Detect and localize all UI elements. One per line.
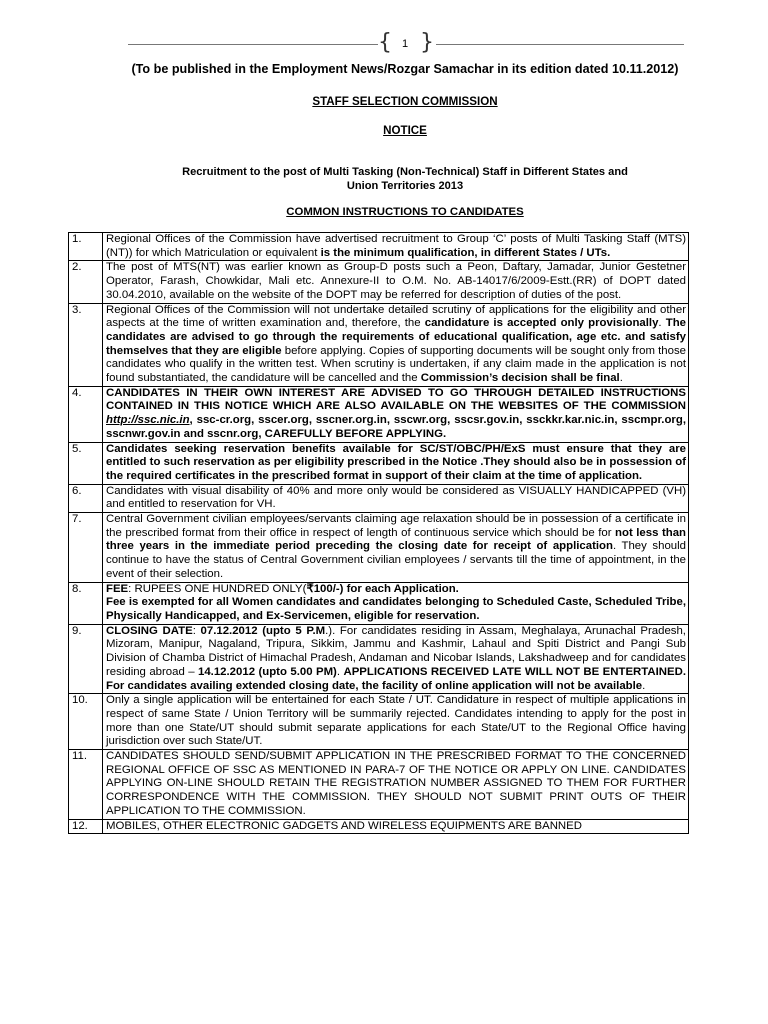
- item-text-plain: The post of MTS(NT) was earlier known as Group-D posts such a Peon, Daftary, Jamadar, Junior Gestetner Operator, Farash, Chowkidar, Mali etc. Annexure-II to O.M. No. AB-14017/6/2009-Estt.(RR) of DOPT dated 30.04.2010, available on the website of the DOPT may be referred for description of duties of the post.: [106, 261, 686, 301]
- table-row: [69, 624, 689, 694]
- table-row: [69, 386, 689, 442]
- table-row: [69, 582, 689, 624]
- item-text-bold: is the minimum qualification, in different States / UTs.: [320, 246, 611, 259]
- item-text-bold: Candidates seeking reservation benefits available for SC/ST/OBC/PH/ExS must ensure that they are entitled to such reservation as per eligibility prescribed in the Notice .They should also be in possession of the required certificates in the prescribed format in support of their claim at the time of application.: [106, 442, 686, 482]
- item-text-bold: APPLICATIONS RECEIVED LATE WILL NOT BE ENTERTAINED. For candidates availing extended closing date, the facility of online application will not be available: [106, 665, 686, 692]
- subject-line-1: Recruitment to the post of Multi Tasking (Non-Technical) Staff in Different States and: [182, 166, 628, 178]
- item-number: 2.: [69, 261, 103, 303]
- item-text-plain: Candidates with visual disability of 40% and more only would be considered as VISUALLY HANDICAPPED (VH) and entitled to reservation for VH.: [106, 484, 686, 511]
- notice-title: NOTICE: [383, 124, 427, 137]
- item-text: [103, 261, 689, 303]
- header-rule-right: [436, 44, 684, 45]
- item-text-bold: Commission’s decision shall be final: [420, 372, 620, 385]
- item-text-bold: 14.12.2012 (upto 5.00 PM): [198, 665, 337, 678]
- item-text-plain: CANDIDATES SHOULD SEND/SUBMIT APPLICATION IN THE PRESCRIBED FORMAT TO THE CONCERNED REGIONAL OFFICE OF SSC AS MENTIONED IN PARA-7 OF THE NOTICE OR APPLY ON LINE. CANDIDATES APPLYING ON-LINE SHOULD RETAIN THE REGISTRATION NUMBER ASSIGNED TO THEM FOR FURTHER CORRESPONDENCE WITH THE COMMISSION. THEY SHOULD NOT SUBMIT PRINT OUTS OF THEIR APPLICATION TO THE COMMISSION.: [106, 750, 686, 817]
- header-rule-left: [128, 44, 378, 45]
- item-text: [103, 750, 689, 820]
- item-text-plain: Only a single application will be entertained for each State / UT. Candidature in respect of multiple applications in respect of same State / Union Territory will be summarily rejected. Candidates intending to apply for the post in more than one State/UT should submit separate applications for each State/UT to the Regional Office having jurisdiction over such State/UT.: [106, 694, 686, 748]
- item-text-bold: 07.12.2012 (upto 5 P.M: [200, 624, 326, 637]
- table-row: [69, 819, 689, 834]
- item-number: 5.: [69, 442, 103, 484]
- item-text-plain: . They should continue to have the status of Central Government civilian employees / servants till the time of appointment, in the event of their selection.: [106, 540, 686, 580]
- item-text: [103, 442, 689, 484]
- item-text: [103, 513, 689, 583]
- table-row: [69, 442, 689, 484]
- item-text: [103, 694, 689, 750]
- table-row: [69, 694, 689, 750]
- table-row: [69, 233, 689, 261]
- table-row: [69, 303, 689, 386]
- item-number: 11.: [69, 750, 103, 820]
- item-text-plain: before applying. Copies of supporting documents will be sought only from those candidates who qualify in the written test. When scrutiny is undertaken, if any claim made in the application is not found substantiated, the candidature will be cancelled and the: [106, 344, 687, 385]
- section-heading: COMMON INSTRUCTIONS TO CANDIDATES: [286, 206, 524, 218]
- item-text-bold: , ssc-cr.org, sscer.org, sscner.org.in, sscwr.org, sscsr.gov.in, ssckkr.kar.nic.in, sscmpr.org, sscnwr.gov.in and sscnr.org, CAREFULLY BEFORE APPLYING.: [106, 414, 686, 440]
- item-text: [103, 484, 689, 512]
- item-text-bold: not less than three years in the immediate period preceding the closing date for receipt of application: [106, 526, 686, 553]
- item-number: 6.: [69, 484, 103, 512]
- item-text-plain: : RUPEES ONE HUNDRED ONLY(: [128, 582, 307, 595]
- item-text-plain: Regional Offices of the Commission will not undertake detailed scrutiny of applications for the eligibility and other aspects at the time of written examination and, therefore, the: [106, 303, 686, 330]
- item-number: 8.: [69, 582, 103, 624]
- item-text-bold: FEE: [106, 582, 129, 595]
- table-row: [69, 484, 689, 512]
- item-number: 4.: [69, 386, 103, 442]
- instructions-table: [68, 232, 689, 834]
- item-text-bold: The candidates are advised to go through the requirements of educational qualification, age etc. and satisfy themselves that they are eligible: [106, 317, 686, 357]
- item-text: [103, 303, 689, 386]
- item-text-plain: :: [192, 624, 201, 637]
- left-brace-icon: {: [378, 30, 392, 55]
- item-text-bold: CANDIDATES IN THEIR OWN INTEREST ARE ADVISED TO GO THROUGH DETAILED INSTRUCTIONS CONTAINED IN THIS NOTICE WHICH ARE ALSO AVAILABLE ON THE WEBSITES OF THE COMMISSION: [106, 386, 686, 413]
- item-text-bold: CLOSING DATE: [106, 624, 193, 637]
- item-text: [103, 582, 689, 624]
- subject-line-2: Union Territories 2013: [346, 180, 464, 192]
- page-number: 1: [401, 38, 409, 50]
- right-brace-icon: }: [420, 30, 434, 55]
- item-number: 7.: [69, 513, 103, 583]
- item-text-plain: .: [619, 372, 623, 385]
- item-text-plain: .: [642, 679, 646, 692]
- page-header: [128, 32, 684, 58]
- table-row: [69, 261, 689, 303]
- item-text: [103, 624, 689, 694]
- item-text: [103, 233, 689, 261]
- organization-title: STAFF SELECTION COMMISSION: [312, 95, 498, 108]
- table-row: [69, 750, 689, 820]
- item-text: [103, 386, 689, 442]
- item-number: 1.: [69, 233, 103, 261]
- rupee-icon: ₹: [306, 582, 314, 595]
- item-text-bold: 100/-) for each Application.: [313, 582, 459, 595]
- item-text-plain: .: [336, 665, 344, 678]
- ssc-website-link[interactable]: http://ssc.nic.in: [106, 414, 190, 427]
- item-text: [103, 819, 689, 834]
- subject: [60, 165, 750, 193]
- item-text-plain: Regional Offices of the Commission have advertised recruitment to Group ‘C’ posts of Multi Tasking Staff (MTS) (NT)) for which Matriculation or equivalent: [106, 233, 686, 259]
- item-number: 9.: [69, 624, 103, 694]
- item-number: 10.: [69, 694, 103, 750]
- table-row: [69, 513, 689, 583]
- publication-note: (To be published in the Employment News/Rozgar Samachar in its edition dated 10.11.2012): [131, 62, 679, 76]
- item-text-bold: candidature is accepted only provisionally: [424, 317, 659, 330]
- item-text-plain: .). For candidates residing in Assam, Meghalaya, Arunachal Pradesh, Mizoram, Manipur, Nagaland, Tripura, Sikkim, Jammu and Kashmir, Lahaul and Spiti District and Pangi Sub Division of Chamba District of Himachal Pradesh, Andaman and Nicobar Islands, Lakshadweep and for candidates residing abroad –: [106, 624, 686, 678]
- item-text-plain: .: [658, 317, 666, 330]
- item-number: 12.: [69, 819, 103, 834]
- item-text-plain: MOBILES, OTHER ELECTRONIC GADGETS AND WIRELESS EQUIPMENTS ARE BANNED: [106, 819, 582, 832]
- item-text-bold: Fee is exempted for all Women candidates and candidates belonging to Scheduled Caste, Scheduled Tribe, Physically Handicapped, and Ex-Servicemen, eligible for reservation.: [106, 596, 686, 622]
- item-number: 3.: [69, 303, 103, 386]
- item-text-plain: Central Government civilian employees/servants claiming age relaxation should be in possession of a certificate in the prescribed format from their office in respect of length of continuous service which should be for: [106, 513, 686, 539]
